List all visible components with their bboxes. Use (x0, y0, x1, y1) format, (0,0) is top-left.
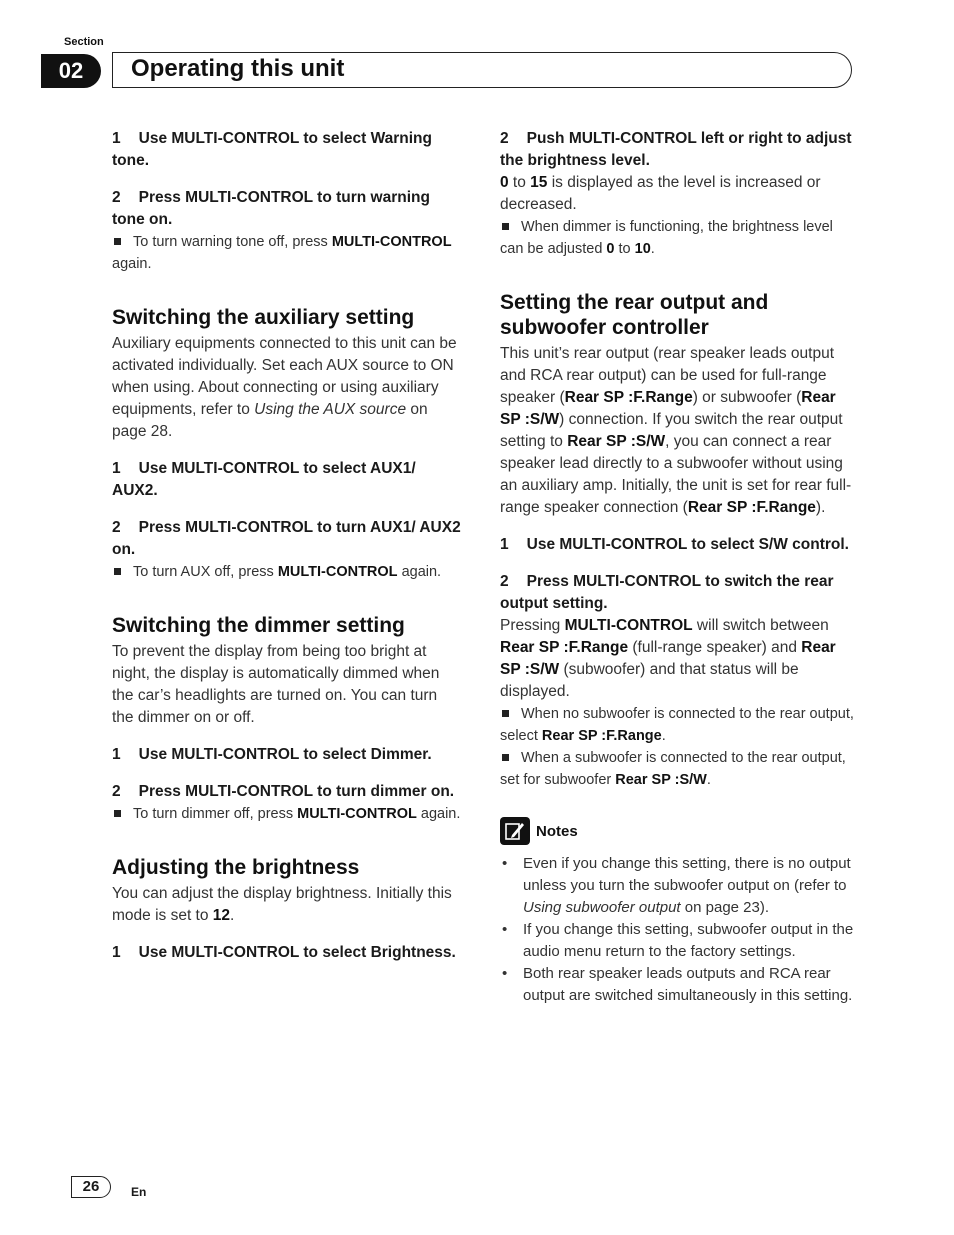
section-label: Section (64, 36, 104, 48)
bullet-dot-icon: • (502, 855, 508, 872)
rear-step-2: 2 Press MULTI-CONTROL to switch the rear output setting. (500, 573, 834, 612)
aux-step-2: 2 Press MULTI-CONTROL to turn AUX1/ AUX2 on. (112, 519, 461, 558)
page-title: Operating this unit (131, 55, 345, 82)
square-bullet-icon (114, 238, 121, 245)
title-bar (112, 52, 852, 88)
rear-step-1: 1 Use MULTI-CONTROL to select S/W control. (500, 536, 849, 553)
notes-heading: Notes (536, 822, 578, 840)
rear-output-body: This unit’s rear output (rear speaker leads output and RCA rear output) can be used for full-range speaker (Rear SP :F.Range) or subwoofer (Rear SP :S/W) connection. If you switch the rear output setting to Rear SP :S/W, you can connect a rear speaker lead directly to a subwoofer without using an auxiliary amp. Initially, the unit is set for rear full-range speaker connection (Rear SP :F.Range). (500, 345, 852, 516)
dimmer-body: To prevent the display from being too bright at night, the display is automatically dimmed when the car’s headlights are turned on. You can turn the dimmer on or off. (112, 643, 440, 726)
bullet-dot-icon: • (502, 965, 508, 982)
note-item-3: • Both rear speaker leads outputs and RCA rear output are switched simultaneously in this setting. (502, 965, 853, 1004)
square-bullet-icon (502, 754, 509, 761)
aux-step-1: 1 Use MULTI-CONTROL to select AUX1/ AUX2. (112, 460, 416, 499)
aux-heading: Switching the auxiliary setting (112, 306, 415, 329)
dimmer-heading: Switching the dimmer setting (112, 614, 405, 637)
rear-bullet-1: When no subwoofer is connected to the rear output, select Rear SP :F.Range. (500, 706, 854, 744)
bullet-dot-icon: • (502, 921, 508, 938)
brightness-heading: Adjusting the brightness (112, 856, 360, 879)
notes-pencil-icon (500, 817, 530, 845)
dimmer-step-1: 1 Use MULTI-CONTROL to select Dimmer. (112, 746, 432, 763)
left-column (112, 128, 462, 964)
right-column (500, 128, 854, 1007)
warning-step-1: 1 Use MULTI-CONTROL to select Warning tone. (112, 130, 432, 169)
dimmer-step-2: 2 Press MULTI-CONTROL to turn dimmer on. (112, 783, 455, 800)
note-item-2: • If you change this setting, subwoofer output in the audio menu return to the factory settings. (502, 921, 854, 960)
section-number-badge: 02 (41, 54, 101, 88)
brightness-step-1: 1 Use MULTI-CONTROL to select Brightness. (112, 944, 456, 961)
brightness-bullet: When dimmer is functioning, the brightness level can be adjusted 0 to 10. (500, 219, 833, 257)
rear-step-2-body: Pressing MULTI-CONTROL will switch between Rear SP :F.Range (full-range speaker) and Rear SP :S/W (subwoofer) and that status will be displayed. (500, 617, 836, 700)
rear-output-heading: Setting the rear output and subwoofer controller (500, 291, 769, 339)
aux-bullet: To turn AUX off, press MULTI-CONTROL again. (112, 561, 462, 583)
square-bullet-icon (114, 568, 121, 575)
page-number: 26 (71, 1176, 111, 1198)
aux-body: Auxiliary equipments connected to this unit can be activated individually. Set each AUX source to ON when using. About connecting or using auxiliary equipments, refer to Using the AUX source on page 28. (112, 335, 457, 440)
warning-step-2: 2 Press MULTI-CONTROL to turn warning tone on. (112, 189, 430, 228)
notes-header (500, 817, 854, 845)
brightness-step-2: 2 Push MULTI-CONTROL left or right to adjust the brightness level. (500, 130, 852, 169)
note-item-1: • Even if you change this setting, there is no output unless you turn the subwoofer output on (refer to Using subwoofer output on page 23). (502, 855, 851, 916)
dimmer-bullet: To turn dimmer off, press MULTI-CONTROL again. (112, 803, 462, 825)
square-bullet-icon (502, 710, 509, 717)
rear-bullet-2: When a subwoofer is connected to the rear output, set for subwoofer Rear SP :S/W. (500, 750, 846, 788)
square-bullet-icon (502, 223, 509, 230)
square-bullet-icon (114, 810, 121, 817)
brightness-level-body: 0 to 15 is displayed as the level is increased or decreased. (500, 174, 821, 213)
language-code: En (131, 1185, 147, 1199)
warning-bullet: To turn warning tone off, press MULTI-CONTROL again. (112, 234, 452, 272)
brightness-body: You can adjust the display brightness. Initially this mode is set to 12. (112, 885, 452, 924)
